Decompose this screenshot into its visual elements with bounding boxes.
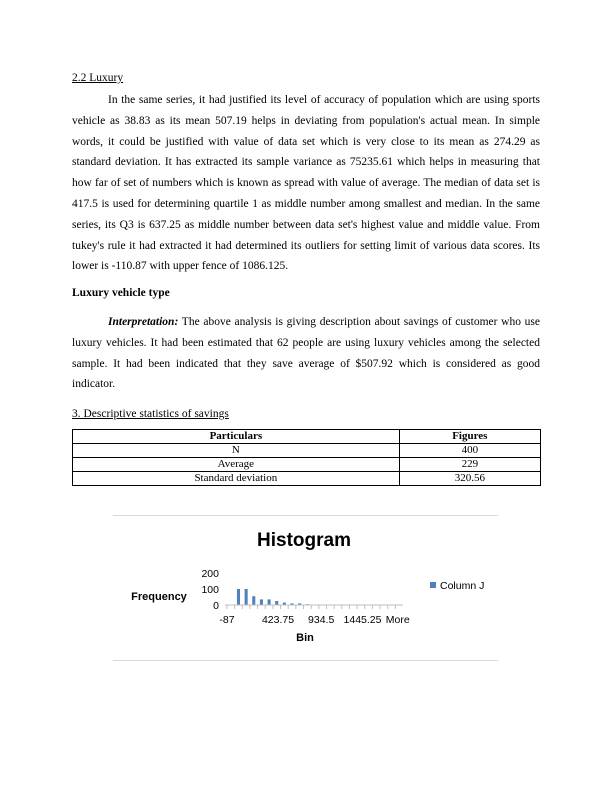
y-tick-label: 100 xyxy=(201,584,219,596)
table-row xyxy=(73,472,541,486)
table-row xyxy=(73,458,541,472)
paragraph-luxury: In the same series, it had justified its level of accuracy of population which are using sports vehicle as 38.83 as its mean 507.19 helps in deviating from population's actual mean. In simple words, it could be justified with value of data set which is very close to its mean as 274.29 as standard deviation. It has extracted its sample variance as 75235.61 which helps in measuring that how far of set of numbers which is known as spread with value of average. The median of data set is 417.5 is used for determining quartile 1 as middle number among smallest and median. In the same series, its Q3 is 637.25 as middle number between data set's highest value and middle value. From tukey's rule it had extracted it had determined its outliers for setting limit of various data scores. Its lower is -110.87 with upper fence of 1086.125. xyxy=(72,94,540,273)
chart-title: Histogram xyxy=(257,530,351,551)
x-tick-label: 1445.25 xyxy=(343,614,382,626)
interpretation-text: The above analysis is giving description about savings of customer who use luxury vehicles. It had been estimated that 62 people are using luxury vehicles among the selected sample. It had been indicated that they save average of $507.92 which is considered as good indicator. xyxy=(72,316,540,391)
histogram-bar xyxy=(245,589,248,605)
table-header-cell: Particulars xyxy=(73,430,400,444)
x-tick-label: 423.75 xyxy=(261,614,295,626)
histogram-chart xyxy=(113,515,498,661)
table-heading: 3. Descriptive statistics of savings xyxy=(72,408,229,420)
interpretation-label: Interpretation: xyxy=(108,316,179,328)
legend-swatch xyxy=(430,582,436,588)
y-tick-label: 200 xyxy=(201,568,219,580)
histogram-bar xyxy=(275,601,278,605)
histogram-bar xyxy=(237,589,240,605)
table-cell: Average xyxy=(73,458,400,472)
table-cell: 229 xyxy=(399,458,540,472)
section-heading: 2.2 Luxury xyxy=(72,72,124,84)
table-row xyxy=(73,444,541,458)
paragraph-interpretation xyxy=(72,312,540,395)
descriptive-statistics-table xyxy=(72,429,541,486)
table-header-row xyxy=(73,430,541,444)
histogram-bar xyxy=(252,596,255,605)
table-cell: Standard deviation xyxy=(73,472,400,486)
histogram-bar xyxy=(268,599,271,605)
table-cell: 320.56 xyxy=(399,472,540,486)
subheading-luxury-vehicle-type: Luxury vehicle type xyxy=(72,287,170,299)
chart-xlabel: Bin xyxy=(296,632,314,644)
legend-label: Column J xyxy=(440,580,485,592)
table-cell: 400 xyxy=(399,444,540,458)
table-cell: N xyxy=(73,444,400,458)
x-tick-label: -87 xyxy=(219,614,235,626)
x-tick-label: 934.5 xyxy=(308,614,335,626)
histogram-svg xyxy=(113,516,498,660)
x-tick-label: More xyxy=(385,614,410,626)
y-tick-label: 0 xyxy=(213,600,219,612)
histogram-bar xyxy=(260,599,263,605)
table-header-cell: Figures xyxy=(399,430,540,444)
chart-ylabel: Frequency xyxy=(131,591,187,603)
